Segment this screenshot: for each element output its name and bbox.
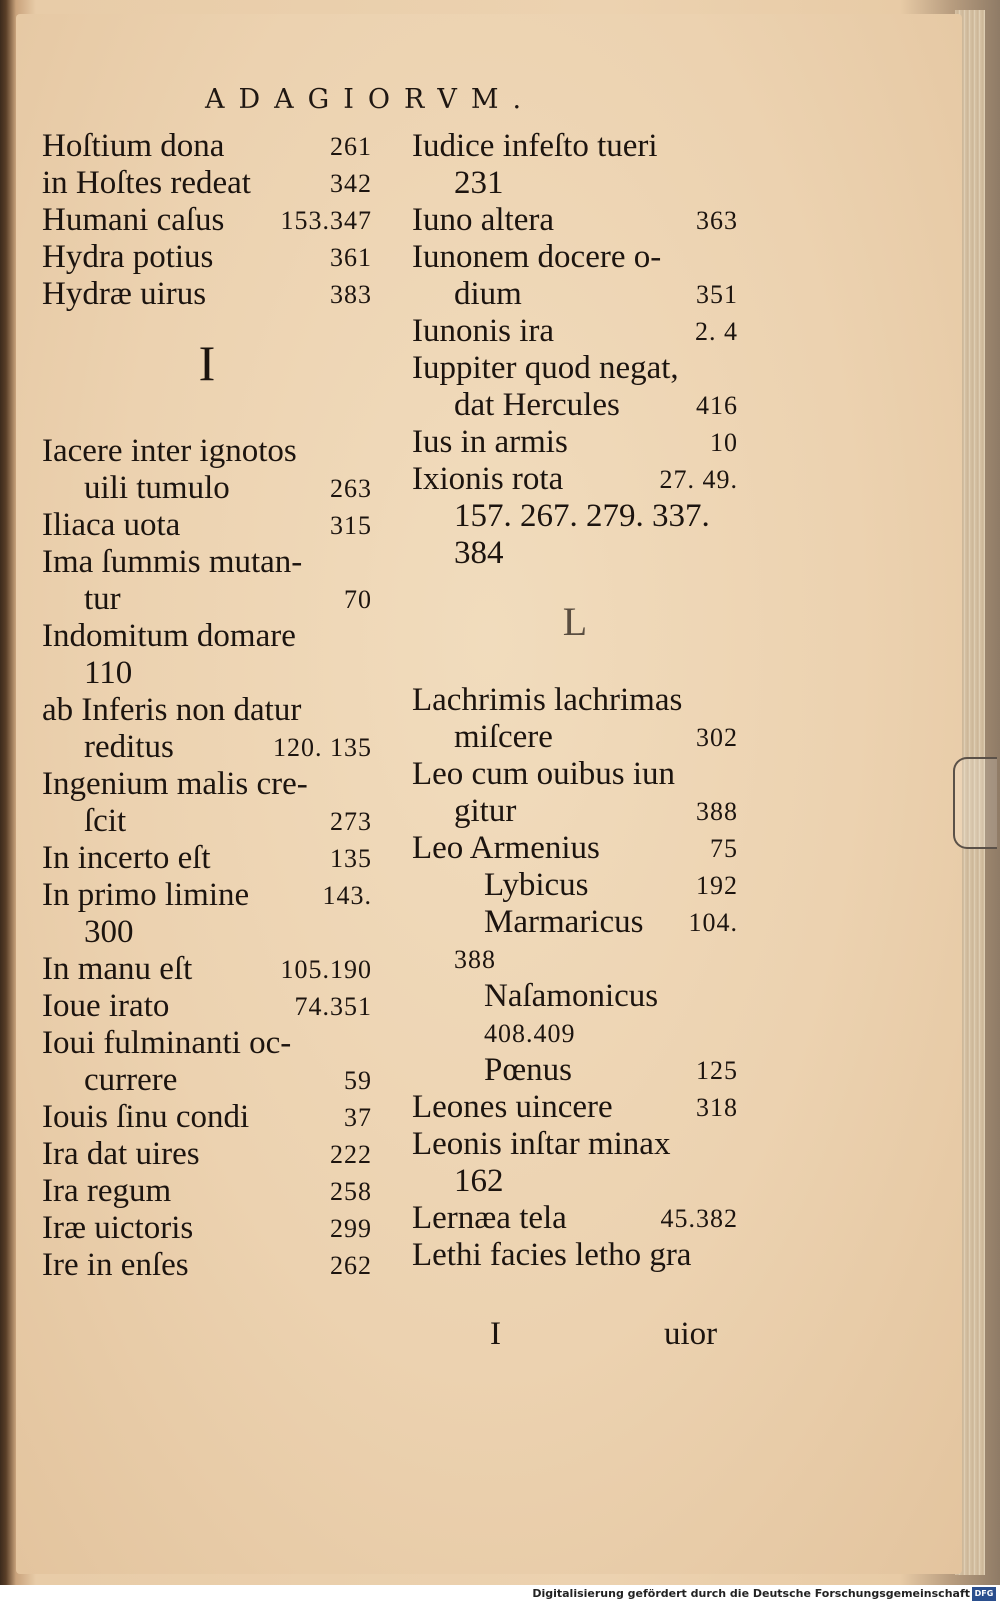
entry-line [412,793,738,830]
entry-line [42,1173,372,1210]
catchword: uior [664,1316,718,1352]
page-reference: 45.382 [660,1204,738,1233]
index-entry [412,350,738,424]
entry-line [42,1099,372,1136]
entry-line [412,165,738,202]
page-reference: 37 [344,1103,372,1132]
running-header: ADAGIORVM. [205,84,536,115]
page-reference: 263 [330,474,372,503]
index-entry [412,1089,738,1126]
index-entry [42,128,372,165]
entry-line [412,1015,738,1052]
entry-text: ſcit [84,803,127,839]
page-reference: 70 [344,585,372,614]
entry-line [42,618,372,655]
entry-text: Marmaricus [484,904,644,940]
entry-line [412,682,738,719]
entry-line [412,1163,738,1200]
entry-line [412,978,738,1015]
entry-text: Ingenium malis cre- [42,766,308,802]
index-entry [42,840,372,877]
entry-line [412,867,738,904]
entry-text: gitur [454,793,517,829]
entry-line [412,239,738,276]
entry-text: Pœnus [484,1052,573,1088]
entry-line [412,904,738,941]
entry-text: Ira dat uires [42,1136,200,1172]
page-reference: 315 [330,511,372,540]
index-entry [42,618,372,692]
index-entry [42,1173,372,1210]
dfg-logo: DFG [972,1587,996,1601]
entry-text: 157. 267. 279. 337. [454,498,710,534]
entry-line [42,1062,372,1099]
entry-text: Leo cum ouibus iun [412,756,676,792]
left-main-entries [42,433,372,1284]
page-reference: 2. 4 [695,317,738,346]
page-reference: 258 [330,1177,372,1206]
page-reference: 302 [696,723,738,752]
entry-line [412,461,738,498]
entry-text: In primo limine [42,877,250,913]
index-entry [412,1052,738,1089]
entry-line [412,387,738,424]
entry-line [42,239,372,276]
page-reference: 27. 49. [659,465,738,494]
entry-line [412,350,738,387]
entry-text: Iliaca uota [42,507,181,543]
entry-line [42,840,372,877]
page-reference: 192 [696,871,738,900]
entry-line [42,988,372,1025]
entry-line [42,1136,372,1173]
entry-line [412,424,738,461]
entry-text: Ire in enſes [42,1247,189,1283]
entry-text: Iuppiter quod negat, [412,350,679,386]
entry-text: In incerto eſt [42,840,211,876]
page-reference: 342 [330,169,372,198]
page-reference: 143. [322,881,372,910]
entry-text: 388 [454,945,496,974]
right-main-entries [412,682,738,1274]
section-letter-l: L [562,599,588,644]
entry-line [42,433,372,470]
page-reference: 262 [330,1251,372,1280]
index-entry [42,202,372,239]
entry-text: Hoſtium dona [42,128,225,164]
page-reference: 361 [330,243,372,272]
page-reference: 120. 135 [273,733,372,762]
page-clip [953,757,997,849]
page-reference: 135 [330,844,372,873]
entry-text: Iræ uictoris [42,1210,194,1246]
page-reference: 299 [330,1214,372,1243]
index-entry [412,128,738,202]
index-entry [42,877,372,951]
entry-line [42,692,372,729]
page-reference: 104. [688,908,738,937]
entry-text: 408.409 [484,1019,576,1048]
index-entry [412,830,738,978]
page-reference: 153.347 [280,206,372,235]
entry-line [412,719,738,756]
entry-text: Iouis ſinu condi [42,1099,250,1135]
entry-line [42,544,372,581]
entry-text: Lybicus [484,867,589,903]
entry-line [42,202,372,239]
entry-text: Iuno altera [412,202,555,238]
entry-line [42,276,372,313]
page-reference: 125 [696,1056,738,1085]
entry-text: Ioue irato [42,988,170,1024]
entry-line [42,951,372,988]
index-entry [42,1099,372,1136]
left-column [42,128,372,1284]
entry-text: Naſamonicus [484,978,659,1014]
index-entry [412,1237,738,1274]
page-reference: 363 [696,206,738,235]
right-top-entries [412,128,738,572]
entry-line [412,535,738,572]
entry-text: Ius in armis [412,424,568,460]
index-entry [412,313,738,350]
index-entry [412,424,738,461]
entry-line [42,655,372,692]
index-entry [42,1136,372,1173]
page-reference: 273 [330,807,372,836]
entry-line [42,507,372,544]
right-column [412,128,738,1274]
entry-text: Lachrimis lachrimas [412,682,683,718]
entry-text: in Hoſtes redeat [42,165,251,201]
page-reference: 351 [696,280,738,309]
entry-text: Lernæa tela [412,1200,567,1236]
entry-text: Ira regum [42,1173,172,1209]
entry-text: Ima ſummis mutan- [42,544,303,580]
entry-text: Iudice infeſto tueri [412,128,658,164]
index-entry [42,951,372,988]
index-entry [412,756,738,830]
index-entry [42,276,372,313]
entry-line [42,766,372,803]
left-top-entries [42,128,372,313]
entry-line [42,729,372,766]
page-reference: 383 [330,280,372,309]
entry-line [412,756,738,793]
index-entry [42,766,372,840]
page-reference: 318 [696,1093,738,1122]
entry-line [42,1210,372,1247]
page-reference: 222 [330,1140,372,1169]
credit-text: Digitalisierung gefördert durch die Deutsche Forschungsgemeinschaft [532,1587,970,1600]
entry-line [42,581,372,618]
entry-line [412,830,738,867]
entry-line [42,470,372,507]
index-entry [412,1126,738,1200]
entry-line [412,313,738,350]
entry-text: Iacere inter ignotos [42,433,297,469]
page-reference: 105.190 [280,955,372,984]
entry-text: Iunonem docere o- [412,239,662,275]
entry-line [412,1200,738,1237]
entry-line [42,128,372,165]
entry-text: currere [84,1062,178,1098]
entry-text: Leo Armenius [412,830,600,866]
entry-text: uili tumulo [84,470,230,506]
credit-bar [0,1585,1000,1603]
entry-line [42,165,372,202]
entry-text: Iunonis ira [412,313,555,349]
entry-text: Lethi facies letho gra [412,1237,692,1273]
index-entry [412,682,738,756]
index-entry [42,507,372,544]
entry-line [42,877,372,914]
entry-line [42,803,372,840]
entry-line [42,1025,372,1062]
page-reference: 10 [710,428,738,457]
entry-line [412,1126,738,1163]
entry-text: In manu eſt [42,951,193,987]
index-entry [412,1200,738,1237]
entry-text: tur [84,581,121,617]
page-reference: 74.351 [294,992,372,1021]
entry-text: Leones uincere [412,1089,613,1125]
index-entry [42,1247,372,1284]
entry-line [412,1089,738,1126]
entry-line [412,1052,738,1089]
entry-text: Hydræ uirus [42,276,207,312]
entry-text: Ixionis rota [412,461,564,497]
entry-text: 231 [454,165,504,201]
entry-text: dium [454,276,522,312]
entry-text: Hydra potius [42,239,214,275]
index-entry [42,988,372,1025]
index-entry [42,239,372,276]
page-reference: 59 [344,1066,372,1095]
entry-text: 384 [454,535,504,571]
entry-line [412,128,738,165]
page-reference: 261 [330,132,372,161]
entry-text: Ioui fulminanti oc- [42,1025,292,1061]
entry-text: miſcere [454,719,553,755]
index-entry [412,978,738,1052]
entry-line [42,914,372,951]
entry-text: 300 [84,914,134,950]
entry-line [412,276,738,313]
index-entry [42,165,372,202]
entry-line [412,1237,738,1274]
index-entry [42,692,372,766]
index-entry [412,202,738,239]
index-entry [42,544,372,618]
entry-text: Leonis inſtar minax [412,1126,671,1162]
entry-text: Humani caſus [42,202,225,238]
page-reference: 75 [710,834,738,863]
page-reference: 416 [696,391,738,420]
section-letter-i: I [198,335,216,391]
entry-text: reditus [84,729,174,765]
entry-line [412,941,738,978]
index-entry [42,433,372,507]
entry-text: Indomitum domare [42,618,296,654]
entry-line [412,498,738,535]
entry-line [412,202,738,239]
index-entry [412,461,738,572]
page-reference: 388 [696,797,738,826]
entry-text: 162 [454,1163,504,1199]
signature-mark: I [490,1316,501,1352]
entry-text: ab Inferis non datur [42,692,302,728]
entry-text: 110 [84,655,133,691]
entry-line [42,1247,372,1284]
index-entry [42,1025,372,1099]
entry-text: dat Hercules [454,387,620,423]
index-entry [412,239,738,313]
index-entry [42,1210,372,1247]
